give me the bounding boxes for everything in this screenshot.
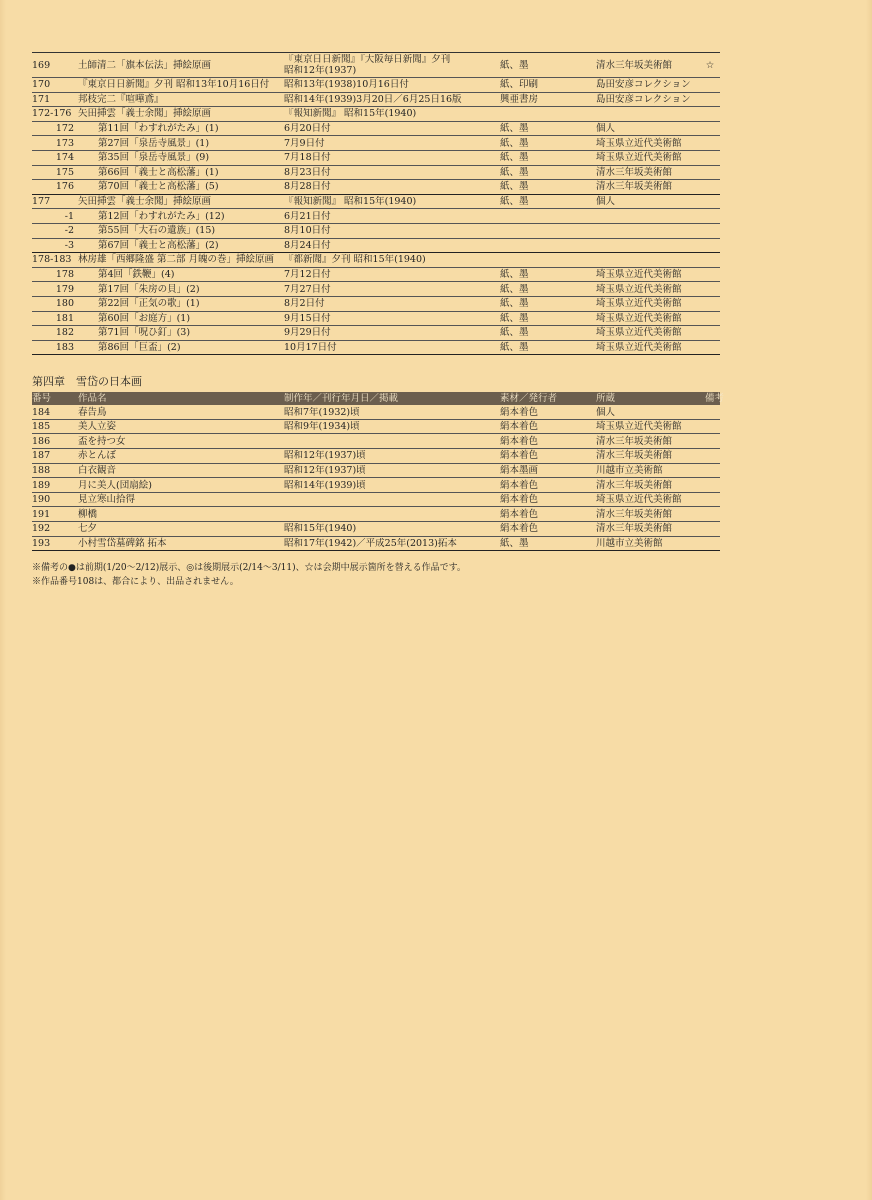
item-title: 盃を持つ女	[78, 435, 126, 447]
item-number: 172-176	[32, 108, 72, 120]
item-publication	[284, 167, 500, 178]
item-owner: 清水三年坂美術館	[596, 508, 673, 520]
item-publication: 昭和12年(1937)頃	[284, 464, 366, 476]
item-number: 185	[32, 421, 51, 433]
table-row	[32, 93, 720, 108]
item-owner: 清水三年坂美術館	[596, 181, 673, 193]
item-material: 紙、墨	[500, 283, 529, 295]
item-material: 紙、墨	[500, 152, 529, 164]
table-row	[32, 420, 720, 435]
item-publication	[284, 79, 500, 90]
item-title: 第86回「巨盃」(2)	[98, 341, 181, 353]
item-number: -2	[64, 225, 74, 237]
publication-line: 昭和14年(1939)3月20日／6月25日16版	[284, 93, 462, 105]
footnote: ※作品番号108は、都合により、出品されません。	[32, 577, 239, 588]
publication-line: 昭和12年(1937)	[284, 65, 357, 76]
chapter4-table	[32, 405, 720, 551]
item-publication: 昭和7年(1932)頃	[284, 406, 360, 418]
item-material: 紙、墨	[500, 166, 529, 178]
item-publication	[284, 313, 500, 324]
header-title: 作品名	[78, 393, 107, 405]
table-row	[32, 464, 720, 479]
item-number: -1	[64, 210, 74, 222]
publication-line: 10月17日付	[284, 341, 337, 353]
item-number: 187	[32, 450, 51, 462]
item-number: 179	[55, 283, 74, 295]
item-material: 紙、墨	[500, 341, 529, 353]
item-publication: 昭和12年(1937)頃	[284, 450, 366, 462]
item-title: 第27回「泉岳寺風景」(1)	[98, 137, 210, 149]
item-number: -3	[64, 239, 74, 251]
publication-line: 9月15日付	[284, 312, 331, 324]
item-number: 169	[32, 59, 51, 71]
publication-line: 6月21日付	[284, 210, 331, 222]
item-material: 紙、墨	[500, 123, 529, 135]
item-number: 188	[32, 464, 51, 476]
item-number: 173	[55, 137, 74, 149]
item-title: 白衣観音	[78, 464, 117, 476]
item-material: 紙、墨	[500, 137, 529, 149]
table-row	[32, 107, 720, 122]
table-row	[32, 239, 720, 254]
item-title: 赤とんぼ	[78, 450, 117, 462]
item-owner: 清水三年坂美術館	[596, 479, 673, 491]
item-owner: 個人	[596, 406, 616, 418]
item-owner: 川越市立美術館	[596, 537, 663, 549]
catalog-list	[32, 52, 724, 589]
item-publication	[284, 254, 500, 265]
item-owner: 埼玉県立近代美術館	[596, 312, 682, 324]
table-row	[32, 253, 720, 268]
item-title: 柳橋	[78, 508, 98, 520]
item-material: 絹本着色	[500, 421, 539, 433]
publication-line: 7月27日付	[284, 283, 331, 295]
item-title: 第22回「正気の歌」(1)	[98, 298, 200, 310]
item-owner: 埼玉県立近代美術館	[596, 269, 682, 281]
item-publication	[284, 269, 500, 280]
item-publication	[284, 225, 500, 236]
item-material: 興亜書房	[500, 93, 539, 105]
item-owner: 島田安彦コレクション	[596, 93, 691, 105]
table-row	[32, 209, 720, 224]
item-title: 小村雪岱墓碑銘 拓本	[78, 537, 167, 549]
item-title: 『東京日日新聞』夕刊 昭和13年10月16日付	[78, 79, 270, 91]
table-row	[32, 166, 720, 181]
item-title: 邦枝完二『喧嘩鳶』	[78, 93, 164, 105]
table-row	[32, 493, 720, 508]
item-number: 186	[32, 435, 51, 447]
item-note: ☆	[705, 59, 715, 71]
item-title: 矢田挿雲「義士余聞」挿絵原画	[78, 108, 212, 120]
item-number: 178	[55, 269, 74, 281]
table-row	[32, 224, 720, 239]
item-number: 181	[55, 312, 74, 324]
item-publication	[284, 54, 500, 76]
item-material: 絹本着色	[500, 435, 539, 447]
item-title: 第66回「義士と高松藩」(1)	[98, 166, 219, 178]
item-title: 第35回「泉岳寺風景」(9)	[98, 152, 210, 164]
item-material: 絹本着色	[500, 479, 539, 491]
item-title: 第11回「わすれがたみ」(1)	[98, 123, 219, 135]
table-row	[32, 312, 720, 327]
item-title: 月に美人(団扇絵)	[78, 479, 152, 491]
table-row	[32, 326, 720, 341]
item-number: 193	[32, 537, 51, 549]
item-publication	[284, 94, 500, 105]
item-owner: 川越市立美術館	[596, 464, 663, 476]
table-row	[32, 282, 720, 297]
table-row	[32, 78, 720, 93]
item-publication	[284, 108, 500, 119]
item-owner: 埼玉県立近代美術館	[596, 283, 682, 295]
item-material: 絹本墨画	[500, 464, 539, 476]
item-number: 171	[32, 93, 51, 105]
item-title: 土師清二「旗本伝法」挿絵原画	[78, 59, 212, 71]
item-owner: 個人	[596, 123, 616, 135]
item-owner: 清水三年坂美術館	[596, 523, 673, 535]
item-title: 第71回「呪ひ釘」(3)	[98, 327, 191, 339]
publication-line: 7月12日付	[284, 269, 331, 281]
item-number: 191	[32, 508, 51, 520]
table-row	[32, 297, 720, 312]
item-owner: 個人	[596, 196, 616, 208]
table-row	[32, 268, 720, 283]
item-title: 春告鳥	[78, 406, 107, 418]
item-title: 七夕	[78, 523, 98, 535]
publication-line: 7月9日付	[284, 137, 325, 149]
item-publication	[284, 181, 500, 192]
footnotes	[32, 561, 720, 589]
item-number: 183	[55, 341, 74, 353]
table-row	[32, 522, 720, 537]
item-material: 絹本着色	[500, 406, 539, 418]
item-publication: 昭和15年(1940)	[284, 523, 357, 535]
item-owner: 埼玉県立近代美術館	[596, 137, 682, 149]
publication-line: 8月10日付	[284, 225, 331, 237]
item-title: 第55回「大石の遺族」(15)	[98, 225, 216, 237]
publication-line: 6月20日付	[284, 123, 331, 135]
item-owner: 清水三年坂美術館	[596, 166, 673, 178]
item-publication	[284, 240, 500, 251]
item-number: 182	[55, 327, 74, 339]
item-material: 絹本着色	[500, 494, 539, 506]
item-title: 林房雄「西郷隆盛 第二部 月魄の巻」挿絵原画	[78, 254, 275, 266]
header-pub: 制作年／刊行年月日／掲載	[284, 393, 399, 405]
item-number: 184	[32, 406, 51, 418]
item-number: 178-183	[32, 254, 72, 266]
item-number: 176	[55, 181, 74, 193]
item-publication	[284, 211, 500, 222]
chapter4-header	[32, 392, 724, 405]
table-row	[32, 478, 720, 493]
header-owner: 所蔵	[596, 393, 616, 405]
publication-line: 7月18日付	[284, 152, 331, 164]
item-publication	[284, 342, 500, 353]
item-material: 紙、墨	[500, 59, 529, 71]
item-material: 紙、墨	[500, 196, 529, 208]
item-publication	[284, 298, 500, 309]
item-title: 矢田挿雲「義士余聞」挿絵原画	[78, 196, 212, 208]
item-title: 第17回「朱房の貝」(2)	[98, 283, 200, 295]
item-number: 170	[32, 79, 51, 91]
item-publication: 昭和17年(1942)／平成25年(2013)拓本	[284, 537, 457, 549]
table-row	[32, 405, 720, 420]
table-row	[32, 537, 720, 552]
item-owner: 埼玉県立近代美術館	[596, 494, 682, 506]
item-number: 172	[55, 123, 74, 135]
table-row	[32, 449, 720, 464]
table-row	[32, 434, 720, 449]
header-material: 素材／発行者	[500, 393, 558, 405]
item-material: 絹本着色	[500, 523, 539, 535]
publication-line: 8月2日付	[284, 298, 325, 310]
item-publication	[284, 138, 500, 149]
item-number: 174	[55, 152, 74, 164]
item-number: 177	[32, 196, 51, 208]
item-material: 紙、墨	[500, 327, 529, 339]
publication-line: 『報知新聞』 昭和15年(1940)	[284, 108, 417, 120]
item-material: 紙、墨	[500, 298, 529, 310]
publication-line: 8月28日付	[284, 181, 331, 193]
table-row	[32, 180, 720, 195]
table-row	[32, 136, 720, 151]
item-title: 第4回「鉄鞭」(4)	[98, 269, 175, 281]
item-publication	[284, 327, 500, 338]
item-owner: 清水三年坂美術館	[596, 59, 673, 71]
item-owner: 埼玉県立近代美術館	[596, 341, 682, 353]
item-owner: 埼玉県立近代美術館	[596, 152, 682, 164]
item-material: 紙、墨	[500, 312, 529, 324]
item-owner: 埼玉県立近代美術館	[596, 327, 682, 339]
item-owner: 埼玉県立近代美術館	[596, 298, 682, 310]
publication-line: 『東京日日新聞』『大阪毎日新聞』夕刊	[284, 54, 451, 65]
chapter3-table	[32, 52, 720, 355]
publication-line: 8月24日付	[284, 239, 331, 251]
footnote: ※備考の●は前期(1/20〜2/12)展示、◎は後期展示(2/14〜3/11)、☆は会期中展示箇所を替える作品です。	[32, 563, 466, 574]
item-number: 180	[55, 298, 74, 310]
item-owner: 清水三年坂美術館	[596, 450, 673, 462]
item-publication	[284, 123, 500, 134]
publication-line: 9月29日付	[284, 327, 331, 339]
item-title: 第67回「義士と高松藩」(2)	[98, 239, 219, 251]
item-number: 190	[32, 494, 51, 506]
item-number: 192	[32, 523, 51, 535]
publication-line: 『報知新聞』 昭和15年(1940)	[284, 196, 417, 208]
table-row	[32, 52, 720, 78]
item-material: 絹本着色	[500, 508, 539, 520]
item-material: 紙、墨	[500, 269, 529, 281]
item-title: 第12回「わすれがたみ」(12)	[98, 210, 225, 222]
publication-line: 昭和13年(1938)10月16日付	[284, 79, 409, 91]
item-publication	[284, 196, 500, 207]
item-publication: 昭和9年(1934)頃	[284, 421, 360, 433]
item-material: 絹本着色	[500, 450, 539, 462]
item-owner: 埼玉県立近代美術館	[596, 421, 682, 433]
publication-line: 『都新聞』夕刊 昭和15年(1940)	[284, 254, 426, 266]
item-title: 見立寒山拾得	[78, 494, 136, 506]
item-material: 紙、墨	[500, 181, 529, 193]
item-publication	[284, 152, 500, 163]
header-no: 番号	[32, 393, 52, 405]
item-owner: 清水三年坂美術館	[596, 435, 673, 447]
item-number: 189	[32, 479, 51, 491]
table-row	[32, 151, 720, 166]
table-row	[32, 341, 720, 356]
item-title: 第70回「義士と高松藩」(5)	[98, 181, 219, 193]
publication-line: 8月23日付	[284, 166, 331, 178]
header-note: 備考	[704, 393, 724, 405]
item-publication	[284, 284, 500, 295]
item-material: 紙、墨	[500, 537, 529, 549]
item-material: 紙、印刷	[500, 79, 539, 91]
item-number: 175	[55, 166, 74, 178]
item-publication: 昭和14年(1939)頃	[284, 479, 366, 491]
table-row	[32, 122, 720, 137]
item-title: 美人立姿	[78, 421, 117, 433]
chapter4-title: 第四章 雪岱の日本画	[32, 375, 142, 389]
table-row	[32, 507, 720, 522]
item-owner: 島田安彦コレクション	[596, 79, 691, 91]
item-title: 第60回「お庭方」(1)	[98, 312, 191, 324]
table-row	[32, 195, 720, 210]
